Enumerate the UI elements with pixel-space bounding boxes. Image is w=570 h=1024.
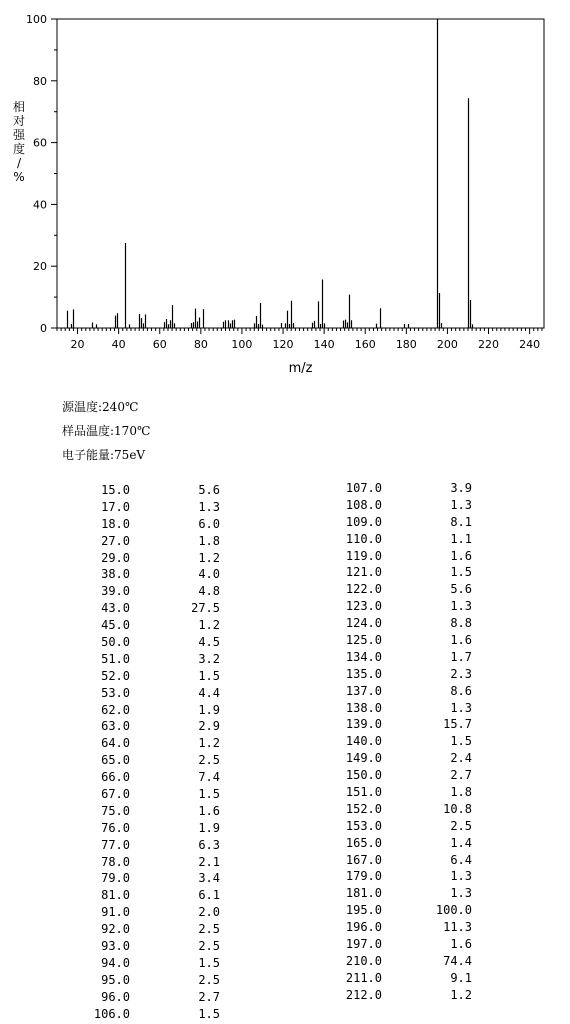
peak-row bbox=[314, 549, 472, 566]
peak-intensity: 8.6 bbox=[450, 683, 472, 698]
peak-intensity: 3.9 bbox=[450, 481, 472, 495]
peak-intensity: 1.8 bbox=[450, 785, 472, 800]
x-tick-label: 120 bbox=[272, 338, 294, 351]
peak-row bbox=[62, 517, 220, 534]
peak-intensity: 5.6 bbox=[450, 582, 472, 597]
peak-row bbox=[314, 515, 472, 532]
peak-mz: 124.0 bbox=[345, 616, 382, 631]
peak-mz: 134.0 bbox=[345, 649, 382, 664]
peak-row bbox=[62, 1007, 220, 1024]
peak-mz: 165.0 bbox=[345, 835, 382, 850]
peak-intensity: 2.5 bbox=[198, 753, 220, 768]
peak-row bbox=[62, 584, 220, 601]
y-axis-label-char: 对 bbox=[12, 114, 25, 128]
peak-intensity: 2.0 bbox=[198, 905, 220, 920]
peak-row bbox=[314, 582, 472, 599]
x-tick-label: 180 bbox=[395, 338, 417, 351]
peak-intensity: 1.2 bbox=[198, 736, 220, 751]
peak-row bbox=[314, 650, 472, 667]
x-tick-label: 60 bbox=[152, 338, 167, 351]
x-tick-label: 140 bbox=[313, 338, 335, 351]
peak-intensity: 1.5 bbox=[198, 668, 220, 683]
peak-row bbox=[314, 853, 472, 870]
peak-mz: 18.0 bbox=[101, 516, 130, 531]
peak-mz: 149.0 bbox=[345, 751, 382, 766]
mass-spectrum-chart bbox=[0, 0, 570, 380]
peak-intensity: 8.1 bbox=[450, 514, 472, 529]
peak-row bbox=[62, 618, 220, 635]
peak-row bbox=[62, 686, 220, 703]
peak-intensity: 1.3 bbox=[450, 700, 472, 715]
peak-row bbox=[62, 551, 220, 568]
x-tick-label: 100 bbox=[231, 338, 253, 351]
peak-mz: 15.0 bbox=[101, 483, 130, 497]
peak-mz: 106.0 bbox=[93, 1006, 130, 1021]
peak-row bbox=[314, 988, 472, 1005]
peak-intensity: 8.8 bbox=[450, 616, 472, 631]
peak-mz: 96.0 bbox=[101, 989, 130, 1004]
y-tick-label: 100 bbox=[26, 13, 47, 26]
peak-intensity: 1.3 bbox=[198, 499, 220, 514]
y-axis-label-char: 强 bbox=[12, 128, 25, 142]
y-tick-label: 80 bbox=[33, 74, 47, 88]
peak-mz: 196.0 bbox=[345, 920, 382, 935]
peak-mz: 75.0 bbox=[101, 803, 130, 818]
peak-row bbox=[62, 905, 220, 922]
peak-intensity: 3.4 bbox=[198, 871, 220, 886]
peak-intensity: 2.3 bbox=[450, 666, 472, 681]
peak-row bbox=[314, 734, 472, 751]
peak-row bbox=[62, 635, 220, 652]
peak-mz: 63.0 bbox=[101, 719, 130, 734]
peak-intensity: 10.8 bbox=[443, 801, 472, 816]
peak-row bbox=[314, 599, 472, 616]
peak-mz: 92.0 bbox=[101, 922, 130, 937]
peak-row bbox=[314, 616, 472, 633]
electron-energy: 电子能量:75eV bbox=[62, 448, 146, 462]
acquisition-conditions bbox=[62, 398, 150, 470]
peak-intensity: 1.5 bbox=[198, 955, 220, 970]
peak-mz: 77.0 bbox=[101, 837, 130, 852]
peak-intensity: 1.5 bbox=[450, 734, 472, 749]
peak-row bbox=[62, 500, 220, 517]
y-axis-label-char: 相 bbox=[12, 100, 25, 114]
peak-row bbox=[62, 871, 220, 888]
peak-mz: 17.0 bbox=[101, 499, 130, 514]
peak-row bbox=[62, 838, 220, 855]
peak-row bbox=[314, 565, 472, 582]
peak-mz: 50.0 bbox=[101, 635, 130, 650]
peak-row bbox=[62, 534, 220, 551]
peak-intensity: 6.4 bbox=[450, 852, 472, 867]
x-tick-label: 160 bbox=[354, 338, 376, 351]
peak-mz: 139.0 bbox=[345, 717, 382, 732]
y-tick-label: 40 bbox=[33, 198, 47, 212]
peak-mz: 153.0 bbox=[345, 818, 382, 833]
peak-mz: 150.0 bbox=[345, 768, 382, 783]
x-axis-label: m/z bbox=[288, 361, 313, 376]
peak-intensity: 1.6 bbox=[450, 548, 472, 563]
peak-mz: 43.0 bbox=[101, 601, 130, 616]
peak-intensity: 1.3 bbox=[450, 599, 472, 614]
peak-intensity: 1.9 bbox=[198, 820, 220, 835]
peak-intensity: 4.0 bbox=[198, 567, 220, 582]
peak-intensity: 1.9 bbox=[198, 702, 220, 717]
peak-mz: 151.0 bbox=[345, 785, 382, 800]
peak-intensity: 2.5 bbox=[450, 818, 472, 833]
peak-intensity: 2.7 bbox=[198, 989, 220, 1004]
peak-mz: 135.0 bbox=[345, 666, 382, 681]
peak-table-right bbox=[314, 481, 472, 1005]
peak-row bbox=[314, 701, 472, 718]
peak-intensity: 4.4 bbox=[198, 685, 220, 700]
peak-mz: 64.0 bbox=[101, 736, 130, 751]
x-tick-label: 20 bbox=[70, 338, 85, 351]
peak-intensity: 1.7 bbox=[450, 649, 472, 664]
peak-row bbox=[314, 785, 472, 802]
peak-mz: 109.0 bbox=[345, 514, 382, 529]
peak-intensity: 11.3 bbox=[443, 920, 472, 935]
peak-mz: 125.0 bbox=[345, 633, 382, 648]
peak-row bbox=[314, 937, 472, 954]
peak-mz: 29.0 bbox=[101, 550, 130, 565]
peak-intensity: 74.4 bbox=[443, 953, 472, 968]
peak-mz: 179.0 bbox=[345, 869, 382, 884]
peak-intensity: 2.5 bbox=[198, 922, 220, 937]
peak-intensity: 1.3 bbox=[450, 886, 472, 901]
x-tick-label: 80 bbox=[193, 338, 208, 351]
peak-row bbox=[62, 770, 220, 787]
peak-mz: 211.0 bbox=[345, 970, 382, 985]
peak-intensity: 2.4 bbox=[450, 751, 472, 766]
peak-mz: 122.0 bbox=[345, 582, 382, 597]
peak-row bbox=[314, 954, 472, 971]
peak-row bbox=[314, 633, 472, 650]
peak-row bbox=[62, 753, 220, 770]
peak-row bbox=[314, 667, 472, 684]
peak-intensity: 1.3 bbox=[450, 497, 472, 512]
peak-row bbox=[314, 886, 472, 903]
peak-row bbox=[62, 787, 220, 804]
peak-mz: 121.0 bbox=[345, 565, 382, 580]
peak-intensity: 6.3 bbox=[198, 837, 220, 852]
peak-mz: 107.0 bbox=[345, 481, 382, 495]
peak-mz: 93.0 bbox=[101, 939, 130, 954]
peak-mz: 212.0 bbox=[345, 987, 382, 1002]
peak-row bbox=[62, 652, 220, 669]
peak-row bbox=[314, 802, 472, 819]
peak-mz: 138.0 bbox=[345, 700, 382, 715]
x-tick-label: 220 bbox=[478, 338, 500, 351]
peak-mz: 51.0 bbox=[101, 651, 130, 666]
peak-intensity: 1.2 bbox=[198, 618, 220, 633]
peak-intensity: 1.6 bbox=[450, 937, 472, 952]
peak-mz: 110.0 bbox=[345, 531, 382, 546]
peak-intensity: 7.4 bbox=[198, 770, 220, 785]
peak-mz: 210.0 bbox=[345, 953, 382, 968]
peak-intensity: 15.7 bbox=[443, 717, 472, 732]
peak-row bbox=[62, 601, 220, 618]
peak-mz: 167.0 bbox=[345, 852, 382, 867]
peak-mz: 27.0 bbox=[101, 533, 130, 548]
x-tick-label: 40 bbox=[111, 338, 126, 351]
peak-table-left bbox=[62, 483, 220, 1024]
peak-mz: 119.0 bbox=[345, 548, 382, 563]
peak-row bbox=[62, 973, 220, 990]
peak-intensity: 1.8 bbox=[198, 533, 220, 548]
peak-intensity: 1.3 bbox=[450, 869, 472, 884]
peak-intensity: 2.9 bbox=[198, 719, 220, 734]
peak-row bbox=[62, 719, 220, 736]
peak-intensity: 1.6 bbox=[198, 803, 220, 818]
peak-intensity: 1.5 bbox=[198, 787, 220, 802]
peak-intensity: 2.1 bbox=[198, 854, 220, 869]
peak-mz: 76.0 bbox=[101, 820, 130, 835]
peak-row bbox=[62, 669, 220, 686]
peak-mz: 52.0 bbox=[101, 668, 130, 683]
peak-row bbox=[314, 903, 472, 920]
y-tick-label: 0 bbox=[40, 322, 47, 335]
y-tick-label: 60 bbox=[33, 136, 47, 150]
peak-row bbox=[62, 483, 220, 500]
y-axis-label bbox=[8, 100, 30, 184]
peak-row bbox=[314, 532, 472, 549]
peak-mz: 53.0 bbox=[101, 685, 130, 700]
peak-row bbox=[314, 768, 472, 785]
peak-intensity: 1.1 bbox=[450, 531, 472, 546]
x-tick-label: 240 bbox=[519, 338, 541, 351]
peak-row bbox=[314, 971, 472, 988]
peak-intensity: 4.5 bbox=[198, 635, 220, 650]
peak-intensity: 3.2 bbox=[198, 651, 220, 666]
peak-row bbox=[314, 717, 472, 734]
peak-intensity: 6.1 bbox=[198, 888, 220, 903]
peak-row bbox=[314, 920, 472, 937]
peak-row bbox=[62, 703, 220, 720]
peak-mz: 94.0 bbox=[101, 955, 130, 970]
peak-row bbox=[314, 836, 472, 853]
peak-row bbox=[314, 498, 472, 515]
peak-row bbox=[314, 819, 472, 836]
peak-mz: 91.0 bbox=[101, 905, 130, 920]
peak-intensity: 1.2 bbox=[450, 987, 472, 1002]
peak-mz: 152.0 bbox=[345, 801, 382, 816]
peak-row bbox=[62, 804, 220, 821]
peak-mz: 79.0 bbox=[101, 871, 130, 886]
peak-mz: 140.0 bbox=[345, 734, 382, 749]
peak-row bbox=[314, 684, 472, 701]
peak-row bbox=[62, 736, 220, 753]
x-tick-label: 200 bbox=[436, 338, 458, 351]
peak-intensity: 9.1 bbox=[450, 970, 472, 985]
peak-row bbox=[314, 869, 472, 886]
peak-intensity: 2.7 bbox=[450, 768, 472, 783]
peak-row bbox=[314, 481, 472, 498]
peak-intensity: 5.6 bbox=[198, 483, 220, 497]
y-axis-label-char: % bbox=[13, 170, 25, 184]
peak-row bbox=[62, 956, 220, 973]
peak-mz: 67.0 bbox=[101, 787, 130, 802]
peak-mz: 65.0 bbox=[101, 753, 130, 768]
y-axis-label-char: / bbox=[16, 156, 22, 170]
peak-mz: 95.0 bbox=[101, 972, 130, 987]
peak-mz: 137.0 bbox=[345, 683, 382, 698]
peak-row bbox=[314, 751, 472, 768]
peak-mz: 62.0 bbox=[101, 702, 130, 717]
plot-frame bbox=[57, 19, 544, 328]
peak-row bbox=[62, 821, 220, 838]
peak-intensity: 27.5 bbox=[191, 601, 220, 616]
peak-row bbox=[62, 922, 220, 939]
peak-mz: 108.0 bbox=[345, 497, 382, 512]
peak-mz: 181.0 bbox=[345, 886, 382, 901]
peak-row bbox=[62, 888, 220, 905]
sample-temperature: 样品温度:170℃ bbox=[62, 424, 151, 438]
y-axis-label-char: 度 bbox=[12, 142, 25, 156]
peak-mz: 81.0 bbox=[101, 888, 130, 903]
peak-intensity: 100.0 bbox=[435, 903, 472, 918]
peak-mz: 123.0 bbox=[345, 599, 382, 614]
peak-row bbox=[62, 567, 220, 584]
peak-intensity: 2.5 bbox=[198, 972, 220, 987]
peak-intensity: 2.5 bbox=[198, 939, 220, 954]
peak-row bbox=[62, 939, 220, 956]
y-tick-label: 20 bbox=[33, 260, 47, 274]
peak-intensity: 1.2 bbox=[198, 550, 220, 565]
peak-intensity: 6.0 bbox=[198, 516, 220, 531]
peak-intensity: 1.4 bbox=[450, 835, 472, 850]
peak-intensity: 1.6 bbox=[450, 633, 472, 648]
peak-intensity: 1.5 bbox=[450, 565, 472, 580]
peak-row bbox=[62, 855, 220, 872]
peak-mz: 78.0 bbox=[101, 854, 130, 869]
peak-mz: 45.0 bbox=[101, 618, 130, 633]
peak-mz: 66.0 bbox=[101, 770, 130, 785]
peak-mz: 197.0 bbox=[345, 937, 382, 952]
peak-row bbox=[62, 990, 220, 1007]
peak-intensity: 4.8 bbox=[198, 584, 220, 599]
peak-mz: 195.0 bbox=[345, 903, 382, 918]
peak-intensity: 1.5 bbox=[198, 1006, 220, 1021]
source-temperature: 源温度:240℃ bbox=[62, 400, 139, 414]
peak-mz: 39.0 bbox=[101, 584, 130, 599]
peak-mz: 38.0 bbox=[101, 567, 130, 582]
